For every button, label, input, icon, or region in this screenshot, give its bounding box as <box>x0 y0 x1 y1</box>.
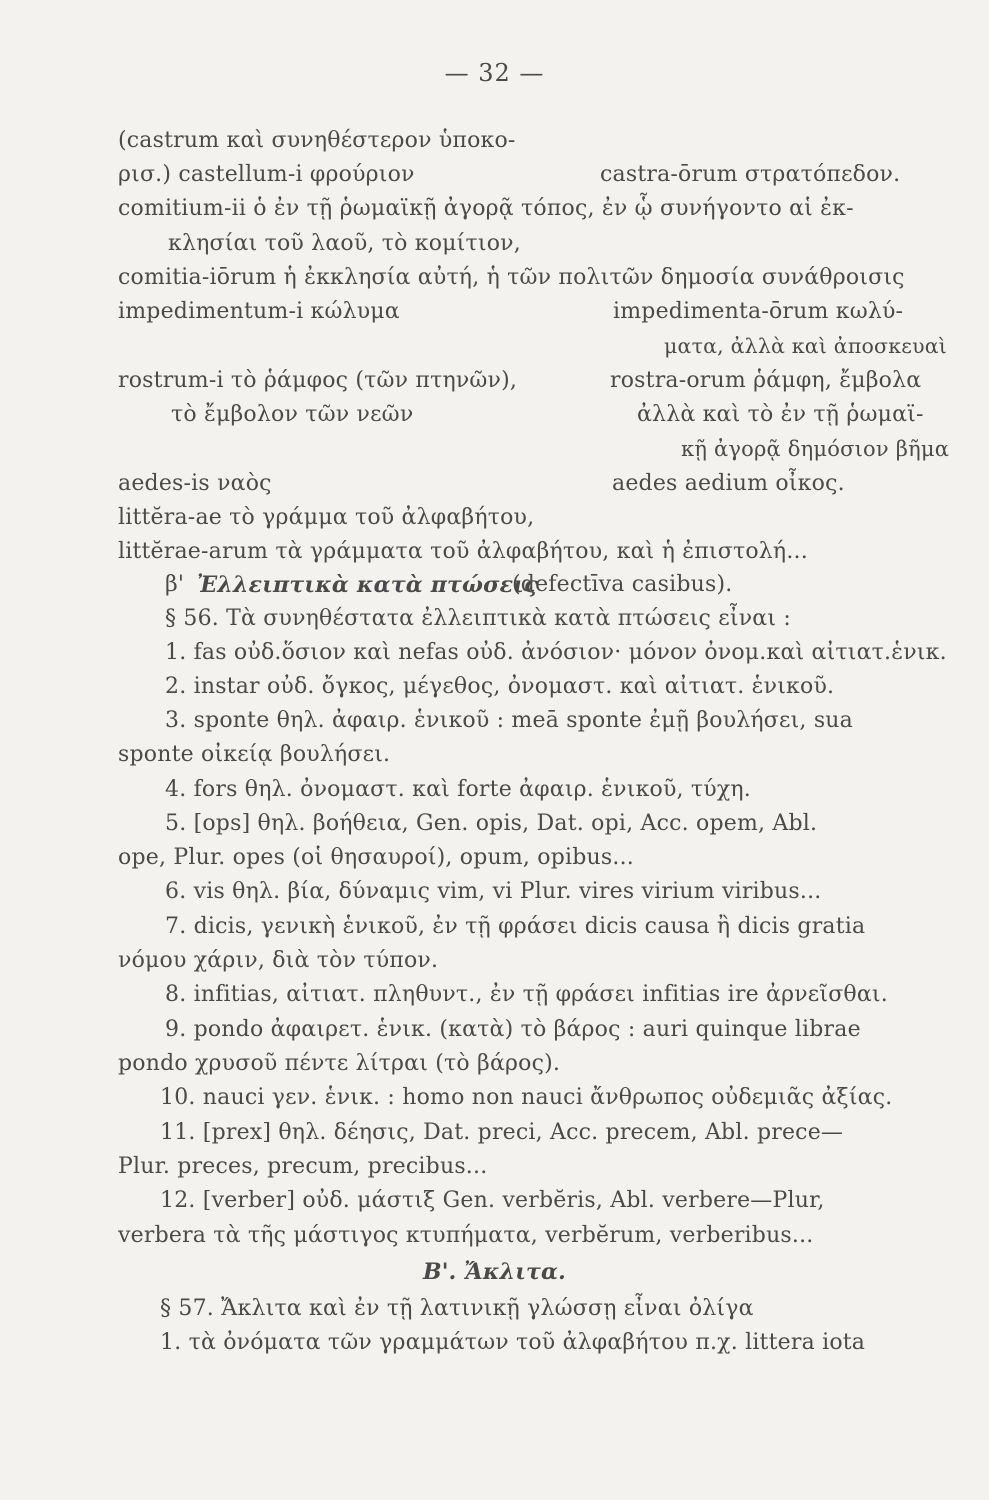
text-line: pondo χρυσοῦ πέντε λίτραι (τὸ βάρος). <box>118 1051 561 1076</box>
text-line: 10. nauci γεν. ἑνικ. : homo non nauci ἄνθρωπος οὐδεμιᾶς ἀξίας. <box>160 1085 893 1110</box>
text-line: 9. pondo ἀφαιρετ. ἑνικ. (κατὰ) τὸ βάρος : auri quinque librae <box>165 1017 861 1042</box>
text-line: sponte οἰκείᾳ βουλήσει. <box>118 742 391 767</box>
text-line: rostra-orum ῥάμφη, ἔμβολα <box>610 368 922 393</box>
text-line: 8. infitias, αἰτιατ. πληθυντ., ἐν τῇ φράσει infitias ire ἀρνεῖσθαι. <box>165 982 888 1007</box>
text-line: 4. fors θηλ. ὀνομαστ. καὶ forte ἀφαιρ. ἑνικοῦ, τύχη. <box>165 777 751 802</box>
text-line: ἀλλὰ καὶ τὸ ἐν τῇ ῥωμαϊ- <box>637 402 924 427</box>
text-line: 6. vis θηλ. βία, δύναμις vim, vi Plur. vires virium viribus... <box>165 879 822 904</box>
text-line: κλησίαι τοῦ λαοῦ, τὸ κομίτιον, <box>168 231 521 256</box>
text-line: τὸ ἔμβολον τῶν νεῶν <box>171 402 414 427</box>
text-line: 12. [verber] οὐδ. μάστιξ Gen. verbĕris, Abl. verbere—Plur, <box>160 1188 825 1213</box>
text-line: castra-ōrum στρατόπεδον. <box>600 162 901 187</box>
text-line: comitium-ii ὁ ἐν τῇ ῥωμαϊκῇ ἀγορᾷ τόπος, ἐν ᾧ συνήγοντο αἱ ἐκ- <box>118 196 854 221</box>
text-line: 1. fas οὐδ.ὅσιον καὶ nefas οὐδ. ἀνόσιον· μόνον ὀνομ.καὶ αἰτιατ.ἑνικ. <box>165 640 947 665</box>
text-line: Plur. preces, precum, precibus... <box>118 1154 488 1179</box>
text-line: impedimentum-i κώλυμα <box>118 299 400 324</box>
text-line: (castrum καὶ συνηθέστερον ὑποκο- <box>118 128 516 153</box>
text-line: ματα, ἀλλὰ καὶ ἀποσκευαὶ <box>664 334 948 358</box>
text-line: aedes-is ναὸς <box>118 471 272 496</box>
text-line: 11. [prex] θηλ. δέησις, Dat. preci, Acc. precem, Abl. prece— <box>160 1120 844 1145</box>
text-line: 3. sponte θηλ. ἀφαιρ. ἑνικοῦ : meā sponte ἐμῇ βουλήσει, sua <box>165 708 853 733</box>
text-line: § 56. Τὰ συνηθέστατα ἐλλειπτικὰ κατὰ πτώσεις εἶναι : <box>165 606 791 631</box>
text-line: β' <box>165 572 185 597</box>
text-line: 5. [ops] θηλ. βοήθεια, Gen. opis, Dat. opi, Acc. opem, Abl. <box>165 811 818 836</box>
section-heading: Ἐλλειπτικὰ κατὰ πτώσεις <box>197 572 538 598</box>
text-line: 7. dicis, γενικὴ ἑνικοῦ, ἐν τῇ φράσει dicis causa ἢ dicis gratia <box>165 914 866 939</box>
page-number: — 32 — <box>444 59 545 87</box>
text-line: verbera τὰ τῆς μάστιγος κτυπήματα, verbĕrum, verberibus... <box>118 1223 814 1248</box>
text-line: comitia-iōrum ἡ ἐκκλησία αὐτή, ἡ τῶν πολιτῶν δημοσία συνάθροισις <box>118 265 905 290</box>
text-line: impedimenta-ōrum κωλύ- <box>613 299 904 324</box>
text-line: (defectīva casibus). <box>512 572 733 597</box>
section-heading: Β'. Ἄκλιτα. <box>422 1259 567 1285</box>
text-line: aedes aedium οἶκος. <box>612 471 845 496</box>
text-line: ope, Plur. opes (οἱ θησαυροί), opum, opibus... <box>118 845 634 870</box>
text-line: littĕra-ae τὸ γράμμα τοῦ ἀλφαβήτου, <box>118 505 535 530</box>
text-line: κῇ ἀγορᾷ δημόσιον βῆμα <box>681 437 950 461</box>
text-line: 1. τὰ ὀνόματα τῶν γραμμάτων τοῦ ἀλφαβήτου π.χ. littera iota <box>160 1330 866 1355</box>
text-line: rostrum-i τὸ ῥάμφος (τῶν πτηνῶν), <box>118 368 518 393</box>
text-line: § 57. Ἄκλιτα καὶ ἐν τῇ λατινικῇ γλώσσῃ εἶναι ὀλίγα <box>160 1296 754 1321</box>
text-line: ρισ.) castellum-i φρούριον <box>118 162 415 187</box>
text-line: 2. instar οὐδ. ὄγκος, μέγεθος, ὀνομαστ. καὶ αἰτιατ. ἑνικοῦ. <box>165 674 835 699</box>
text-line: νόμου χάριν, διὰ τὸν τύπον. <box>118 948 439 973</box>
text-line: littĕrae-arum τὰ γράμματα τοῦ ἀλφαβήτου, καὶ ἡ ἐπιστολή... <box>118 539 808 564</box>
